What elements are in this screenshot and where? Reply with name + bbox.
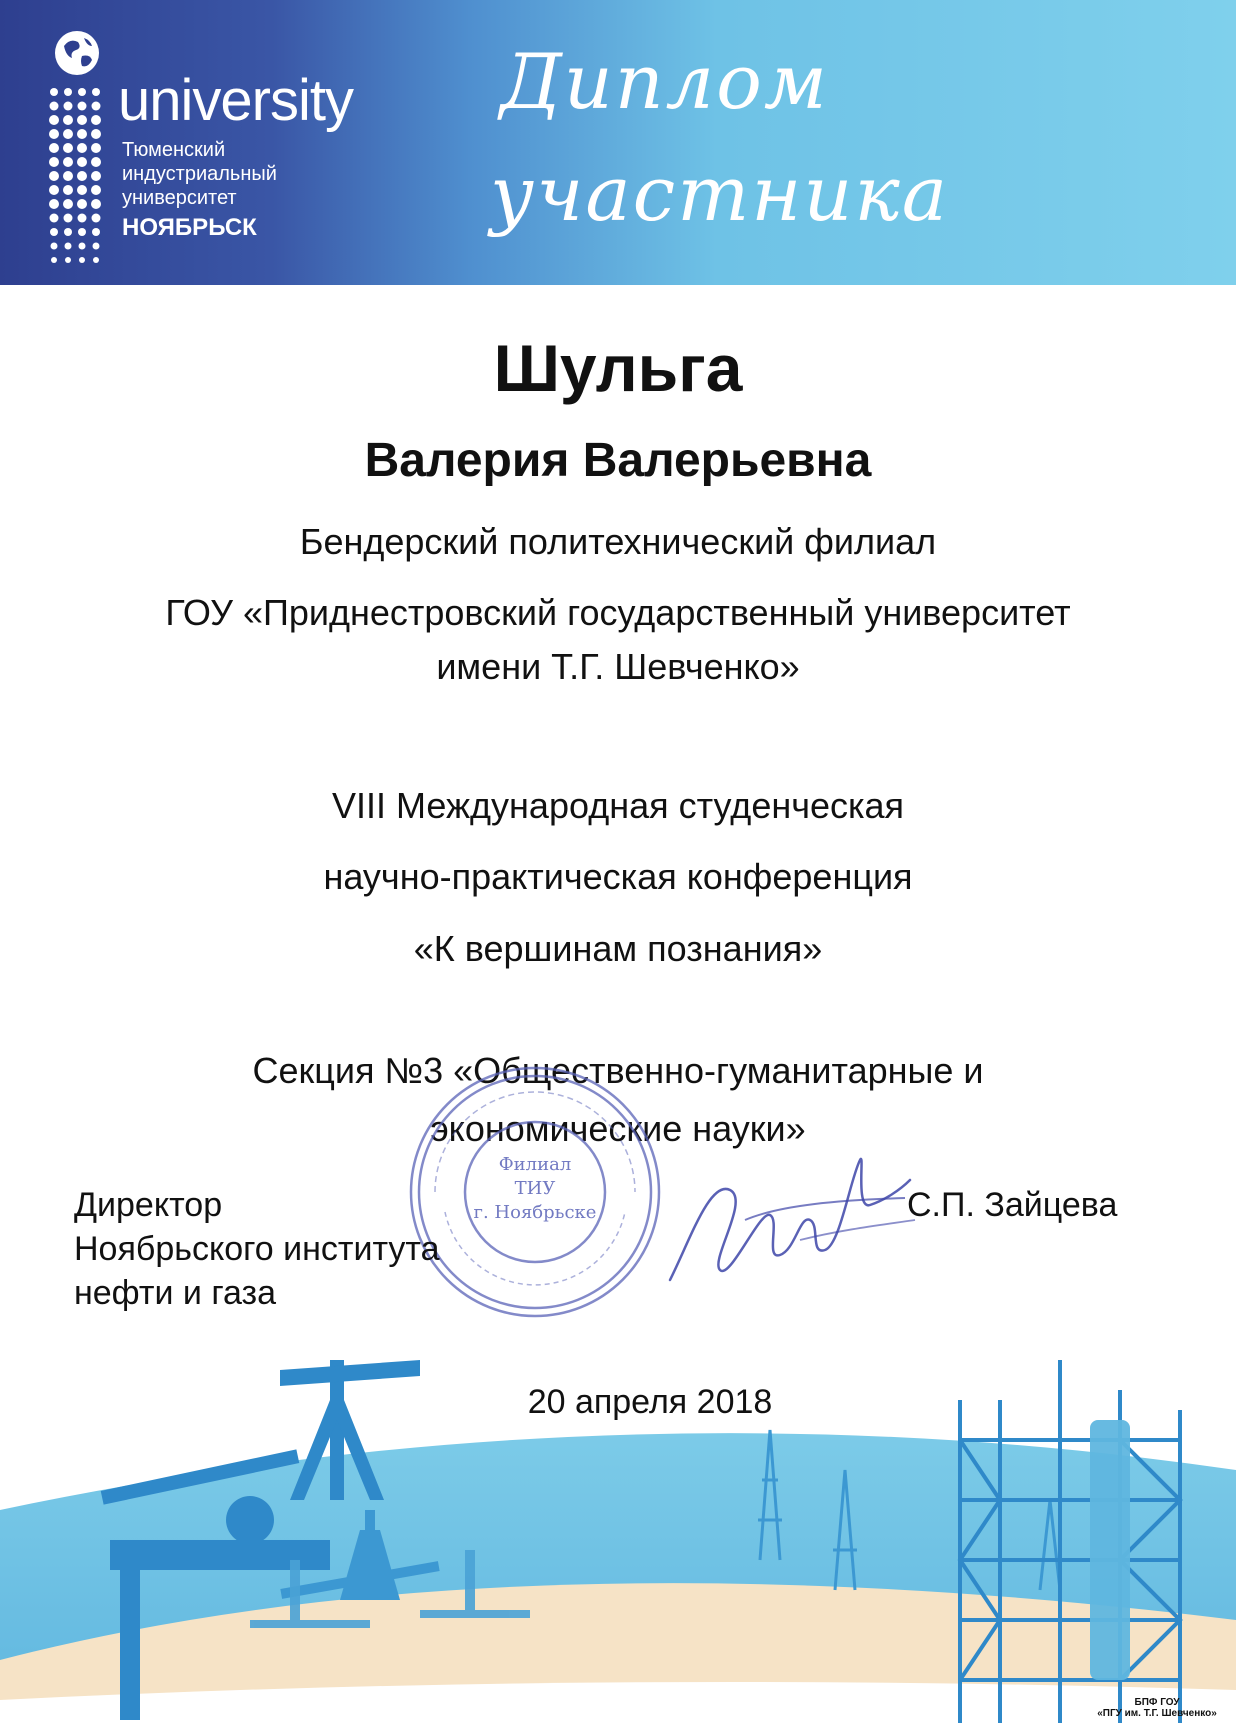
oil-field-illustration (0, 1360, 1236, 1723)
conference-line3: «К вершинам познания» (413, 928, 823, 969)
stamp-center-line: ТИУ (514, 1178, 556, 1199)
recipient-given-names: Валерия Валерьевна (364, 434, 872, 487)
logo-city: НОЯБРЬСК (122, 214, 257, 241)
conference-line1: VIII Международная студенческая (331, 785, 905, 826)
logo-subtitle-line: Тюменский (122, 139, 226, 161)
section-line1: Секция №3 «Общественно-гуманитарные и (252, 1050, 984, 1091)
stamp-center-line: Филиал (498, 1154, 572, 1175)
logo-subtitle-line: университет (122, 187, 237, 209)
logo-wordmark: university (118, 68, 353, 133)
university-logo (48, 28, 388, 248)
header-band (0, 0, 1236, 285)
signatory-title-line: Директор (74, 1186, 223, 1224)
section-line2: экономические науки» (430, 1108, 806, 1149)
signatory-title (74, 1183, 440, 1315)
signatory-title-line: Ноябрьского института (74, 1230, 440, 1268)
corner-stamp-line: «ПГУ им. Т.Г. Шевченко» (1097, 1708, 1217, 1719)
stamp-center-line: г. Ноябрьске (473, 1202, 597, 1223)
recipient-branch: Бендерский политехнический филиал (299, 521, 937, 562)
signatory-name: С.П. Зайцева (907, 1186, 1118, 1224)
dot-pattern-icon (48, 86, 104, 266)
corner-stamp-line: БПФ ГОУ (1134, 1697, 1180, 1708)
globe-icon (52, 28, 102, 78)
recipient-university-line1: ГОУ «Приднестровский государственный университет (165, 592, 1071, 633)
logo-subtitle-line: индустриальный (122, 163, 277, 185)
diploma-title-line2: участника (490, 149, 950, 238)
recipient-surname: Шульга (493, 331, 743, 405)
handwritten-signature (650, 1120, 920, 1300)
corner-stamp (1082, 1697, 1232, 1719)
official-stamp (405, 1062, 665, 1322)
issue-date: 20 апреля 2018 (527, 1383, 773, 1421)
conference-line2: научно-практическая конференция (323, 856, 913, 897)
diploma-title (490, 26, 1090, 250)
diploma-title-line1: Диплом (500, 37, 829, 126)
recipient-university-line2: имени Т.Г. Шевченко» (436, 646, 800, 687)
logo-subtitle (122, 138, 277, 210)
signatory-title-line: нефти и газа (74, 1274, 277, 1312)
